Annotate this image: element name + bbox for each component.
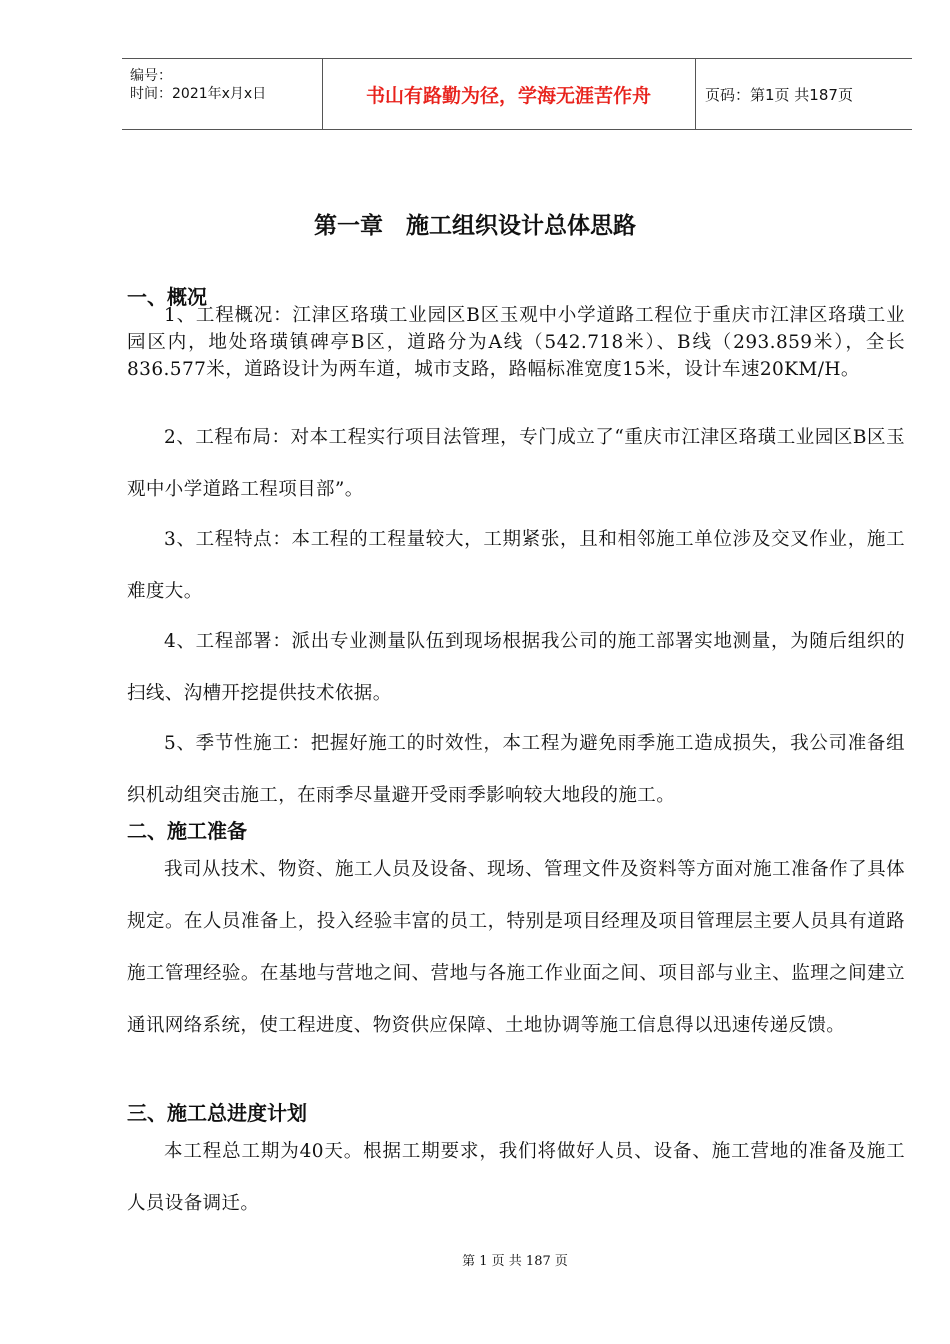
header-meta bbox=[122, 59, 323, 129]
time-label: 时间：2021年x月x日 bbox=[130, 86, 267, 102]
header-motto: 书山有路勤为径，学海无涯苦作舟 bbox=[322, 59, 696, 129]
header-page-info: 页码：第1页 共187页 bbox=[705, 85, 853, 104]
page-header bbox=[122, 58, 912, 130]
section-heading-overview: 一、概况 bbox=[127, 285, 207, 309]
serial-label: 编号： bbox=[130, 68, 172, 84]
page-footer: 第 1 页 共 187 页 bbox=[462, 1254, 568, 1269]
paragraph-preparation: 我司从技术、物资、施工人员及设备、现场、管理文件及资料等方面对施工准备作了具体规定。在人员准备上，投入经验丰富的员工，特别是项目经理及项目管理层主要人员具有道路施工管理经验。在基地与营地之间、营地与各施工作业面之间、项目部与业主、监理之间建立通讯网络系统，使工程进度、物资供应保障、土地协调等施工信息得以迅速传递反馈。 bbox=[127, 859, 905, 1036]
paragraph-deployment: 4、工程部署：派出专业测量队伍到现场根据我公司的施工部署实地测量，为随后组织的扫线、沟槽开挖提供技术依据。 bbox=[127, 631, 905, 704]
paragraph-seasonal: 5、季节性施工：把握好施工的时效性，本工程为避免雨季施工造成损失，我公司准备组织机动组突击施工，在雨季尽量避开受雨季影响较大地段的施工。 bbox=[127, 733, 905, 806]
section-heading-schedule: 三、施工总进度计划 bbox=[127, 1101, 307, 1125]
paragraph-features: 3、工程特点：本工程的工程量较大，工期紧张，且和相邻施工单位涉及交叉作业，施工难度大。 bbox=[127, 529, 905, 602]
chapter-title: 第一章 施工组织设计总体思路 bbox=[314, 213, 636, 239]
section-heading-preparation: 二、施工准备 bbox=[127, 819, 247, 843]
paragraph-overview: 1、工程概况：江津区珞璜工业园区B区玉观中小学道路工程位于重庆市江津区珞璜工业园区内，地处珞璜镇碑亭B区，道路分为A线（542.718米）、B线（293.859米），全长836.577米，道路设计为两车道，城市支路，路幅标准宽度15米，设计车速20KM/H。 bbox=[127, 305, 905, 380]
paragraph-layout: 2、工程布局：对本工程实行项目法管理，专门成立了“重庆市江津区珞璜工业园区B区玉观中小学道路工程项目部”。 bbox=[127, 427, 905, 500]
paragraph-schedule: 本工程总工期为40天。根据工期要求，我们将做好人员、设备、施工营地的准备及施工人员设备调迁。 bbox=[127, 1141, 905, 1214]
